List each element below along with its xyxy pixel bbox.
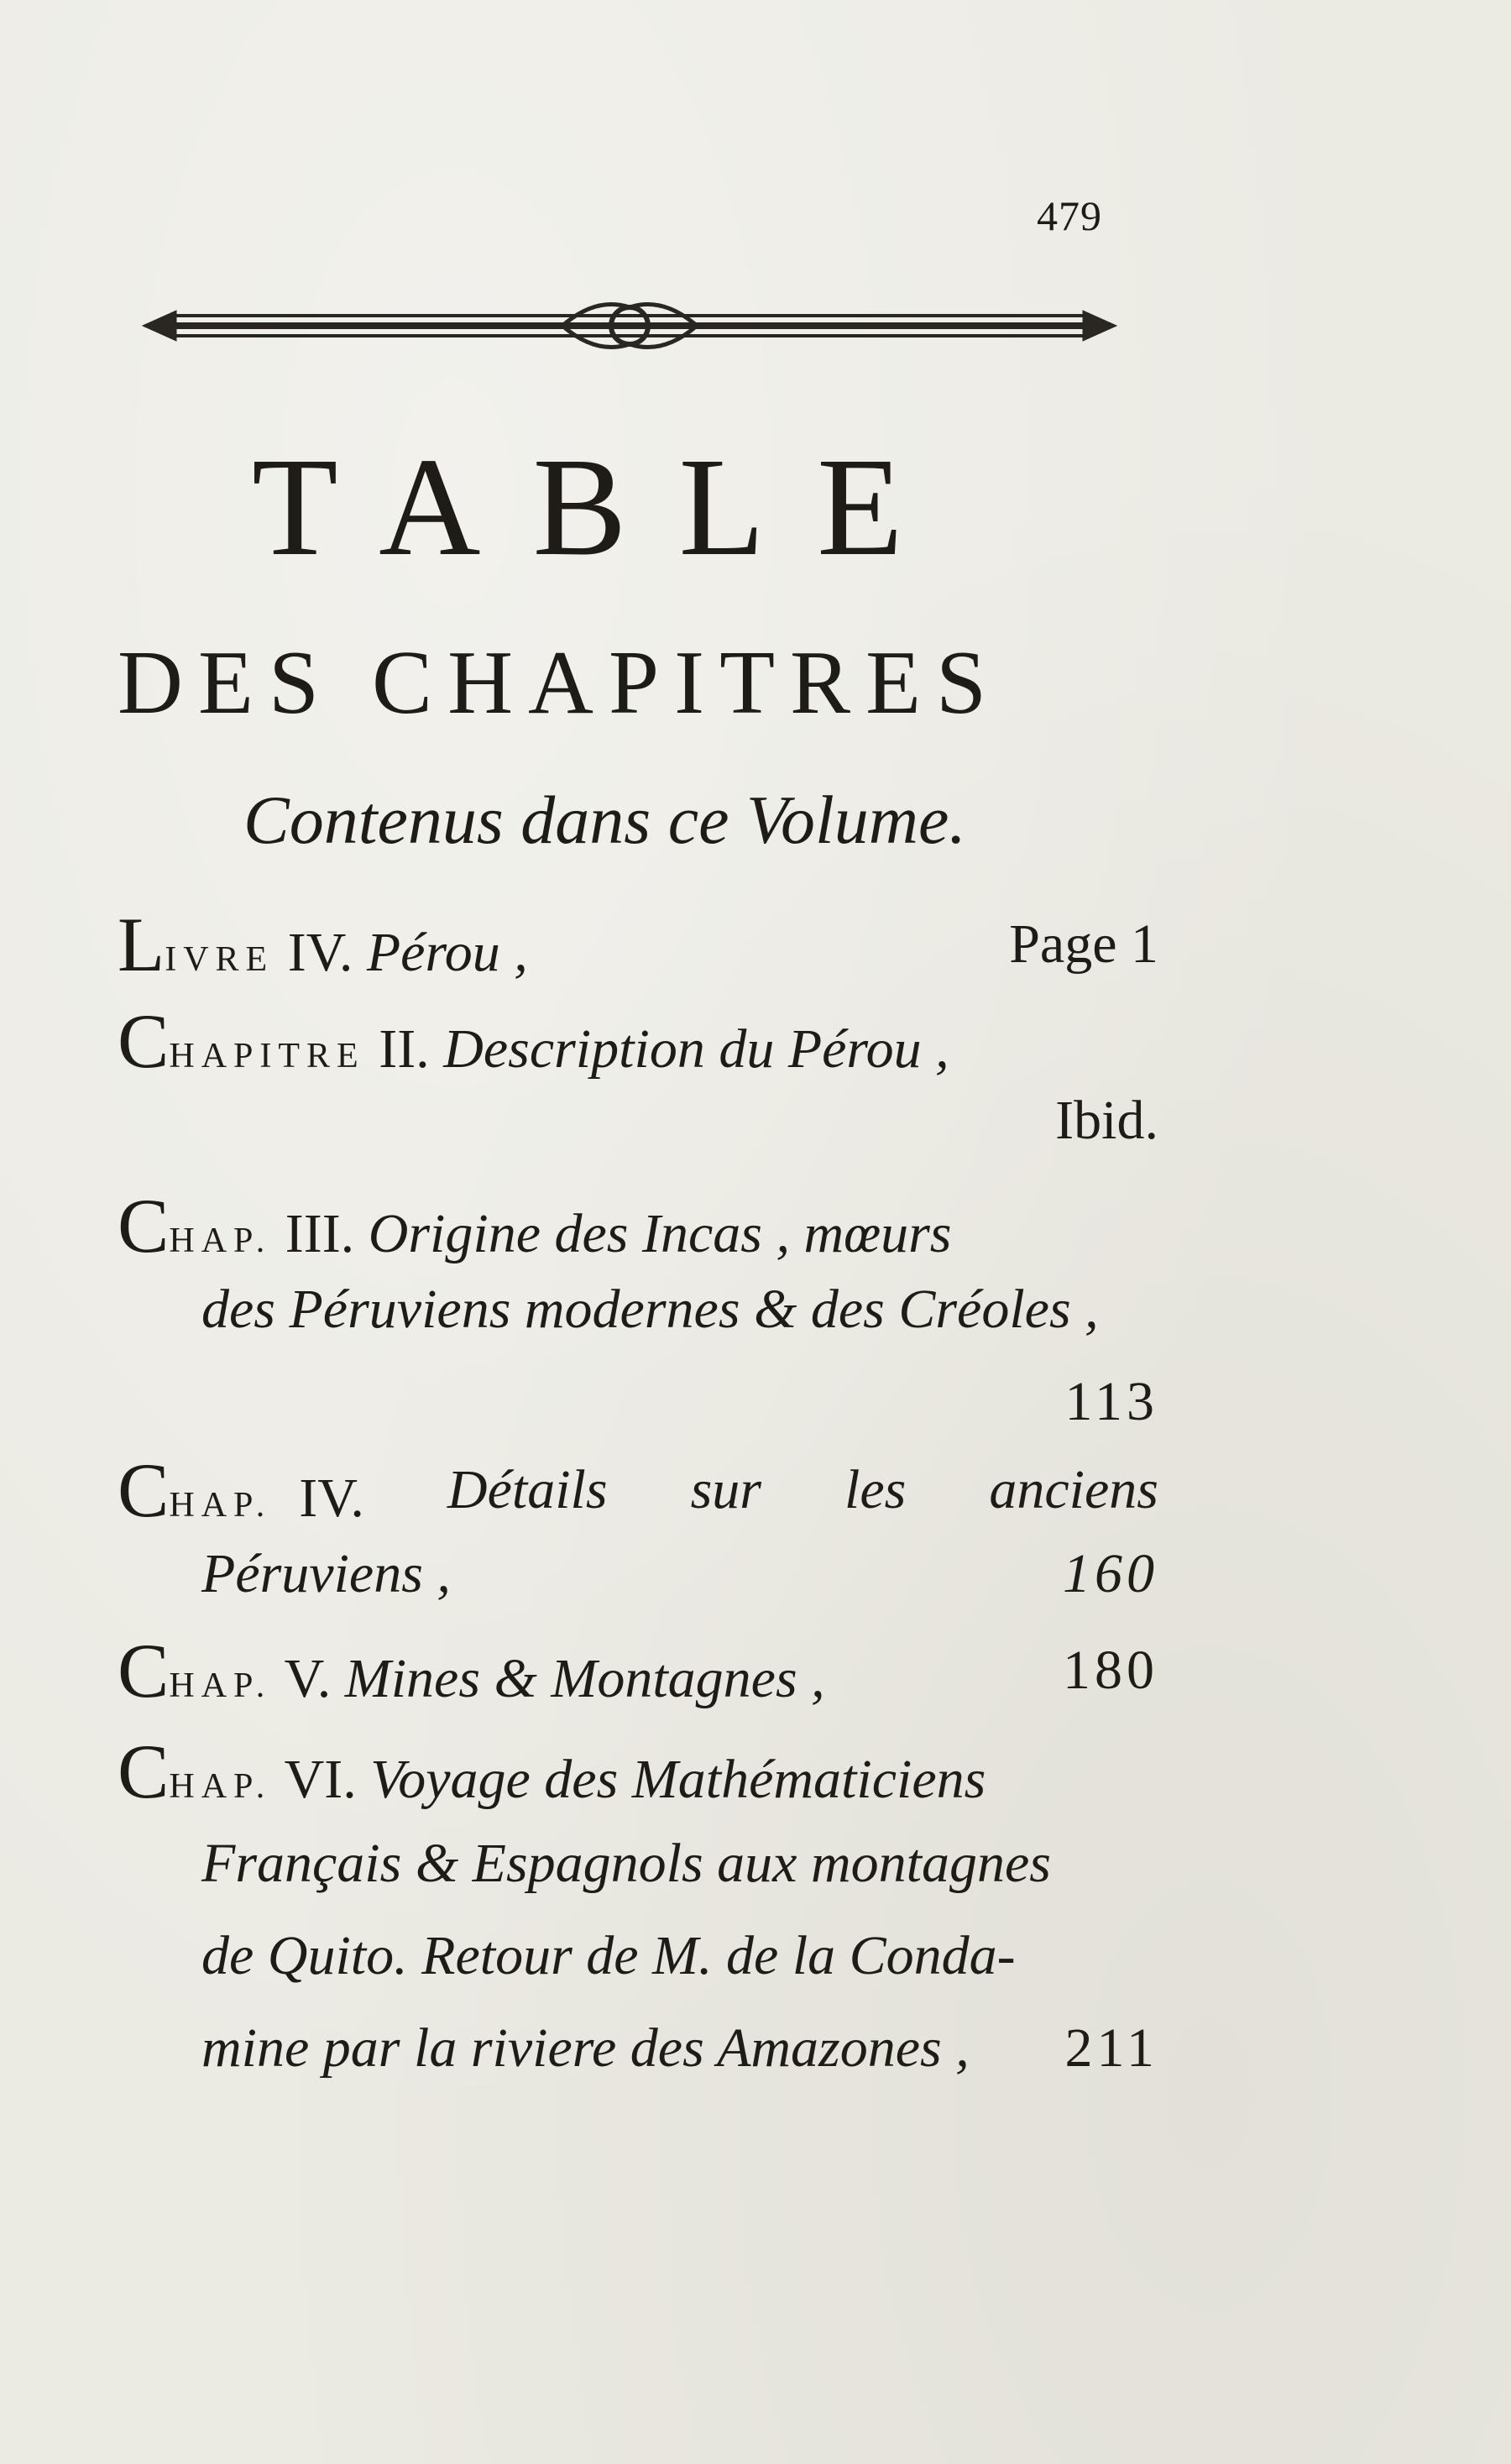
entry-page: 211 [1064,2017,1158,2079]
entry-title-word: Détails [447,1459,608,1520]
toc-entry-livre-iv [118,902,1158,987]
toc-entry-chapitre-ii-page [118,1083,1158,1159]
entry-page [1009,907,1158,982]
entry-label: IVRE [165,940,274,979]
entry-page: 160 [1063,1543,1158,1604]
entry-title: Péruviens , [201,1543,451,1604]
entry-page: 180 [1063,1640,1158,1701]
toc-entry-chap-iii [118,1183,1158,1269]
entry-label: HAP. [169,1222,272,1260]
page-number: 479 [1037,192,1102,239]
entry-title-word: sur [690,1459,761,1520]
entry-initial: C [118,1729,170,1814]
entry-numeral: IV. [287,922,353,983]
entry-title: Mines & Montagnes , [344,1648,825,1709]
page-title: TABLE [252,429,955,585]
toc-entry-chap-iii-page [118,1364,1158,1440]
toc-entry-chap-vi-cont-3 [201,2011,1158,2086]
entry-numeral: V. [284,1648,332,1709]
entry-title: mine par la riviere des Amazones , [201,2017,970,2079]
toc-entry-chapitre-ii [118,998,1158,1084]
entry-title: Pérou , [366,922,528,983]
toc-entry-chap-vi [118,1729,1158,1814]
entry-title-word: les [844,1459,907,1520]
page-value: 1 [1131,913,1158,975]
page-heading: DES CHAPITRES [118,633,1002,733]
entry-heading [118,1447,364,1533]
entry-page: Ibid. [1055,1090,1158,1151]
ornamental-headband [126,292,1133,359]
toc-entry-chap-iv-cont [201,1536,1158,1612]
toc-entry-chap-iii-cont: des Péruviens modernes & des Créoles , [201,1279,1099,1340]
page-label: Page [1009,913,1117,975]
entry-label: HAP. [169,1486,272,1525]
toc-entry-chap-vi-cont-1: Français & Espagnols aux montagnes [201,1833,1051,1894]
entry-initial: C [118,1183,170,1269]
entry-numeral: II. [379,1018,430,1080]
entry-title: Origine des Incas , mœurs [368,1203,952,1264]
entry-label: HAP. [169,1767,272,1806]
entry-page: 113 [1064,1371,1158,1432]
entry-title: Description du Pérou , [443,1018,949,1080]
entry-title: Voyage des Mathématiciens [370,1749,986,1810]
entry-numeral: III. [285,1203,355,1264]
entry-initial: C [118,998,170,1084]
toc-entry-chap-vi-cont-2: de Quito. Retour de M. de la Conda- [201,1925,1016,1986]
entry-initial: L [118,902,165,987]
toc-entry-chap-v [118,1628,1158,1713]
entry-title-word: anciens [989,1459,1158,1520]
toc-entry-chap-iv [118,1447,1158,1533]
entry-label: HAP. [169,1666,272,1705]
entry-initial: C [118,1628,170,1713]
entry-initial: C [118,1447,170,1533]
entry-numeral: VI. [284,1749,357,1810]
page-subtitle: Contenus dans ce Volume. [243,782,966,858]
entry-numeral: IV. [299,1467,364,1529]
entry-label: HAPITRE [169,1037,365,1075]
